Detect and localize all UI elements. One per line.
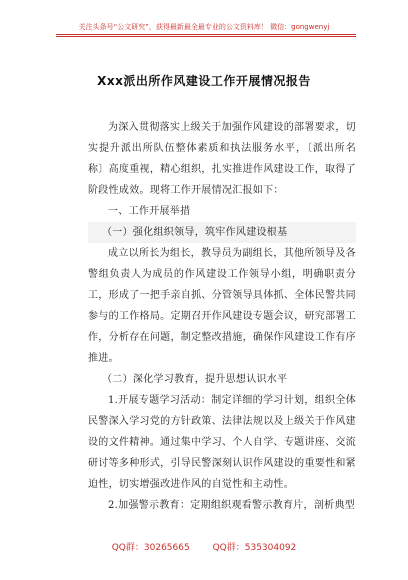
sub-heading-1: （一）强化组织领导，筑牢作风建设根基 xyxy=(88,222,356,243)
header-banner: 关注头条号“公文研究”，获得最新最全最专业的公文资料库！ 微信：gongwenyj xyxy=(78,23,330,31)
header-rule-thin xyxy=(56,36,356,37)
document-body xyxy=(88,117,356,516)
header-rule xyxy=(56,34,356,35)
document-title: Xxx派出所作风建设工作开展情况报告 xyxy=(97,74,311,88)
footer xyxy=(0,540,408,553)
footer-qq-group-1: QQ群：30265665 xyxy=(111,543,190,553)
item-2-paragraph: 2.加强警示教育：定期组织观看警示教育片，剖析典型 xyxy=(108,500,356,511)
sub1-paragraph: 成立以所长为组长，教导员为副组长，其他所领导及各警组负责人为成员的作风建设工作领导小组，明确职责分工，形成了一把手亲自抓、分管领导具体抓、全体民警共同参与的工作格局。定期召开作风建设专题会议，研究部署工作，分析存在问题，制定整改措施，确保作风建设工作有序推进。 xyxy=(88,248,356,364)
footer-qq-group-2: QQ群：535304092 xyxy=(212,543,297,553)
item-1-paragraph: 1.开展专题学习活动：制定详细的学习计划，组织全体民警深入学习党的方针政策、法律法规以及上级关于作风建设的文件精神。通过集中学习、个人自学、专题讲座、交流研讨等多种形式，引导民警深刻认识作风建设的重要性和紧迫性，切实增强改进作风的自觉性和主动性。 xyxy=(88,395,356,490)
sub-heading-2: （二）深化学习教育，提升思想认识水平 xyxy=(102,374,288,385)
intro-paragraph: 为深入贯彻落实上级关于加强作风建设的部署要求，切实提升派出所队伍整体素质和执法服务水平，〔派出所名称〕高度重视，精心组织，扎实推进作风建设工作，取得了阶段性成效。现将工作开展情况汇报如下： xyxy=(88,122,356,196)
section-heading-1: 一、工作开展举措 xyxy=(108,206,191,217)
